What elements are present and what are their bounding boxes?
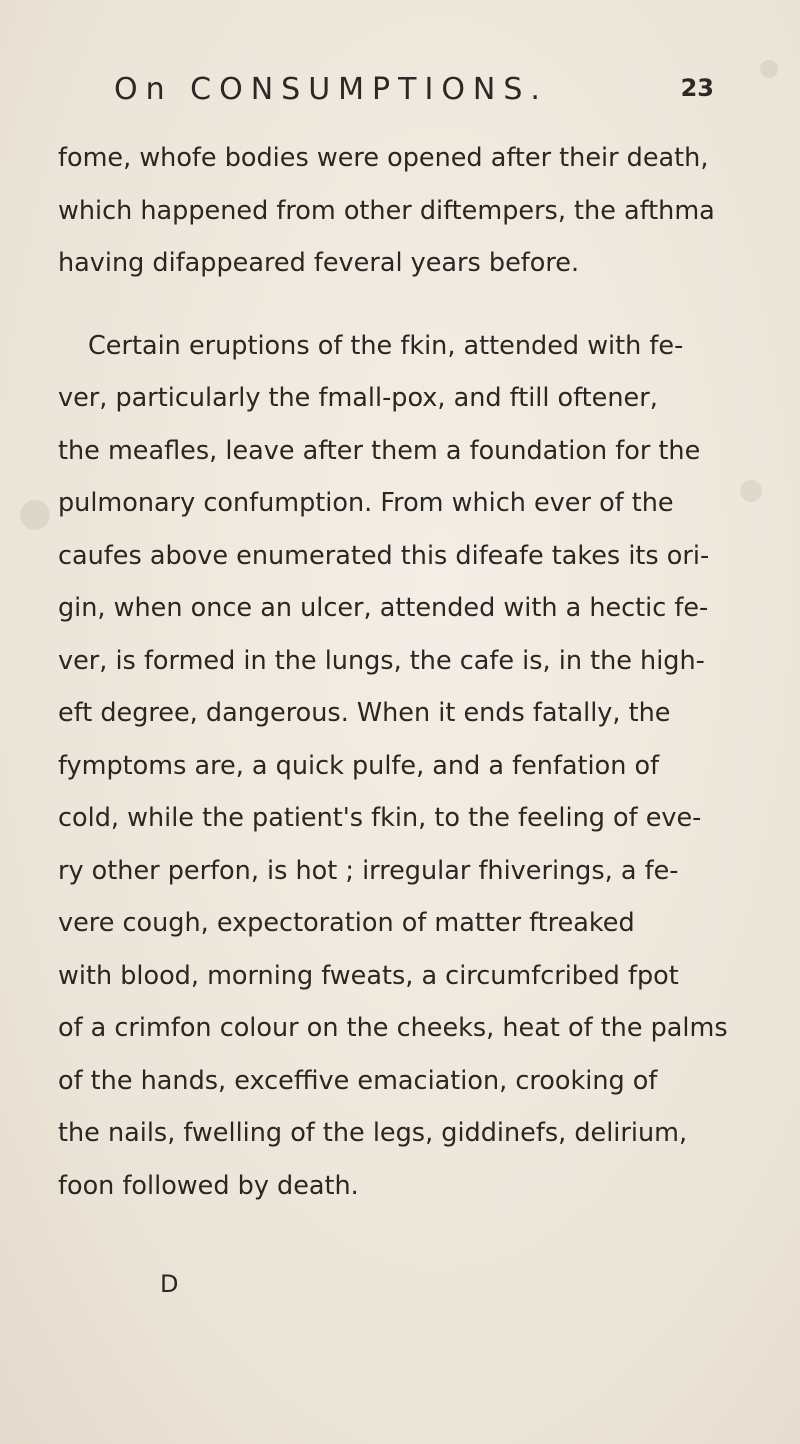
running-head: [114, 72, 714, 122]
text-line: pulmonary confumption. From which ever of the: [58, 488, 674, 518]
paragraph-2: [58, 320, 728, 1213]
paper-speck: [740, 480, 762, 502]
text-line: Certain eruptions of the fkin, attended with fe-: [88, 330, 684, 361]
text-line: fome, whofe bodies were opened after their death,: [58, 143, 709, 173]
text-line: of the hands, exceffive emaciation, crooking of: [58, 1065, 658, 1096]
text-line: eft degree, dangerous. When it ends fatally, the: [58, 698, 671, 728]
text-line: gin, when once an ulcer, attended with a hectic fe-: [58, 593, 709, 623]
paragraph-gap: [58, 290, 708, 320]
text-line: of a crimfon colour on the cheeks, heat of the palms: [58, 1013, 728, 1043]
text-line: foon followed by death.: [58, 1170, 359, 1201]
running-title: On CONSUMPTIONS.: [114, 72, 548, 107]
text-line: ry other perfon, is hot ; irregular fhiverings, a fe-: [58, 855, 679, 886]
text-line: having difappeared feveral years before.: [58, 248, 580, 278]
text-line: the nails, fwelling of the legs, giddinefs, delirium,: [58, 1118, 688, 1148]
text-line: fymptoms are, a quick pulfe, and a fenfation of: [58, 750, 660, 781]
page-number: 23: [680, 74, 714, 102]
text-line: which happened from other diftempers, the afthma: [58, 195, 715, 226]
signature-mark: D: [160, 1270, 179, 1298]
text-line: with blood, morning fweats, a circumfcribed fpot: [58, 960, 679, 991]
paper-speck: [760, 60, 778, 78]
paragraph-1: [58, 132, 715, 290]
text-line: caufes above enumerated this difeafe takes its ori-: [58, 540, 710, 571]
text-line: vere cough, expectoration of matter ftreaked: [58, 908, 635, 938]
body-text: [58, 132, 728, 1212]
text-line: ver, particularly the fmall-pox, and ftill oftener,: [58, 383, 658, 413]
text-line: ver, is formed in the lungs, the cafe is, in the high-: [58, 645, 705, 676]
paper-speck: [20, 500, 50, 530]
text-line: cold, while the patient's fkin, to the feeling of eve-: [58, 803, 702, 833]
text-line: the meafles, leave after them a foundation for the: [58, 435, 701, 466]
